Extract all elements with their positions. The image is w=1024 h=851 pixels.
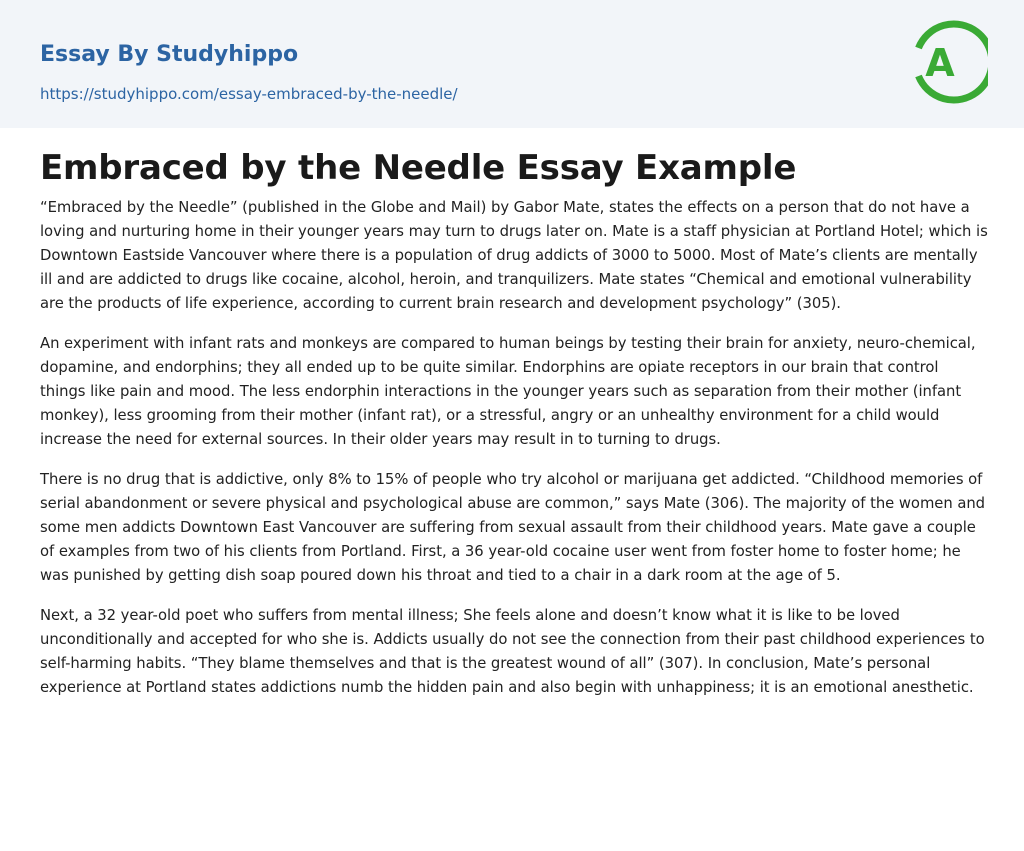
paragraph: “Embraced by the Needle” (published in the Globe and Mail) by Gabor Mate, states the effects on a person that do not have a loving and nurturing home in their younger years may turn to drugs later on. Mate is a staff physician at Portland Hotel; which is Downtown Eastside Vancouver where there is a population of drug addicts of 3000 to 5000. Most of Mate’s clients are mentally ill and are addicted to drugs like cocaine, alcohol, heroin, and tranquilizers. Mate states “Chemical and emotional vulnerability are the products of life experience, according to current brain research and development psychology” (305). — [40, 199, 988, 312]
site-header — [0, 0, 1024, 128]
paragraph: Next, a 32 year-old poet who suffers from mental illness; She feels alone and doesn’t know what it is like to be loved unconditionally and accepted for who she is. Addicts usually do not see the connection from their past childhood experiences to self-harming habits. “They blame themselves and that is the greatest wound of all” (307). In conclusion, Mate’s personal experience at Portland states addictions numb the hidden pain and also begin with unhappiness; it is an emotional anesthetic. — [40, 607, 985, 696]
studyhippo-logo-icon[interactable] — [910, 18, 988, 106]
article — [40, 146, 988, 716]
source-url-link[interactable]: https://studyhippo.com/essay-embraced-by-the-needle/ — [40, 85, 458, 103]
logo-letter: A — [925, 41, 955, 85]
article-title: Embraced by the Needle Essay Example — [40, 148, 797, 188]
paragraph: An experiment with infant rats and monkeys are compared to human beings by testing their brain for anxiety, neuro-chemical, dopamine, and endorphins; they all ended up to be quite similar. Endorphins are opiate receptors in our brain that control things like pain and mood. The less endorphin interactions in the younger years such as separation from their mother (infant monkey), less grooming from their mother (infant rat), or a stressful, angry or an unhealthy environment for a child would increase the need for external sources. In their older years may result in to turning to drugs. — [40, 335, 976, 448]
paragraph: There is no drug that is addictive, only 8% to 15% of people who try alcohol or marijuana get addicted. “Childhood memories of serial abandonment or severe physical and psychological abuse are common,” says Mate (306). The majority of the women and some men addicts Downtown East Vancouver are suffering from sexual assault from their childhood years. Mate gave a couple of examples from two of his clients from Portland. First, a 36 year-old cocaine user went from foster home to foster home; he was punished by getting dish soap poured down his throat and tied to a chair in a dark room at the age of 5. — [40, 471, 986, 584]
brand-title[interactable]: Essay By Studyhippo — [40, 42, 299, 67]
